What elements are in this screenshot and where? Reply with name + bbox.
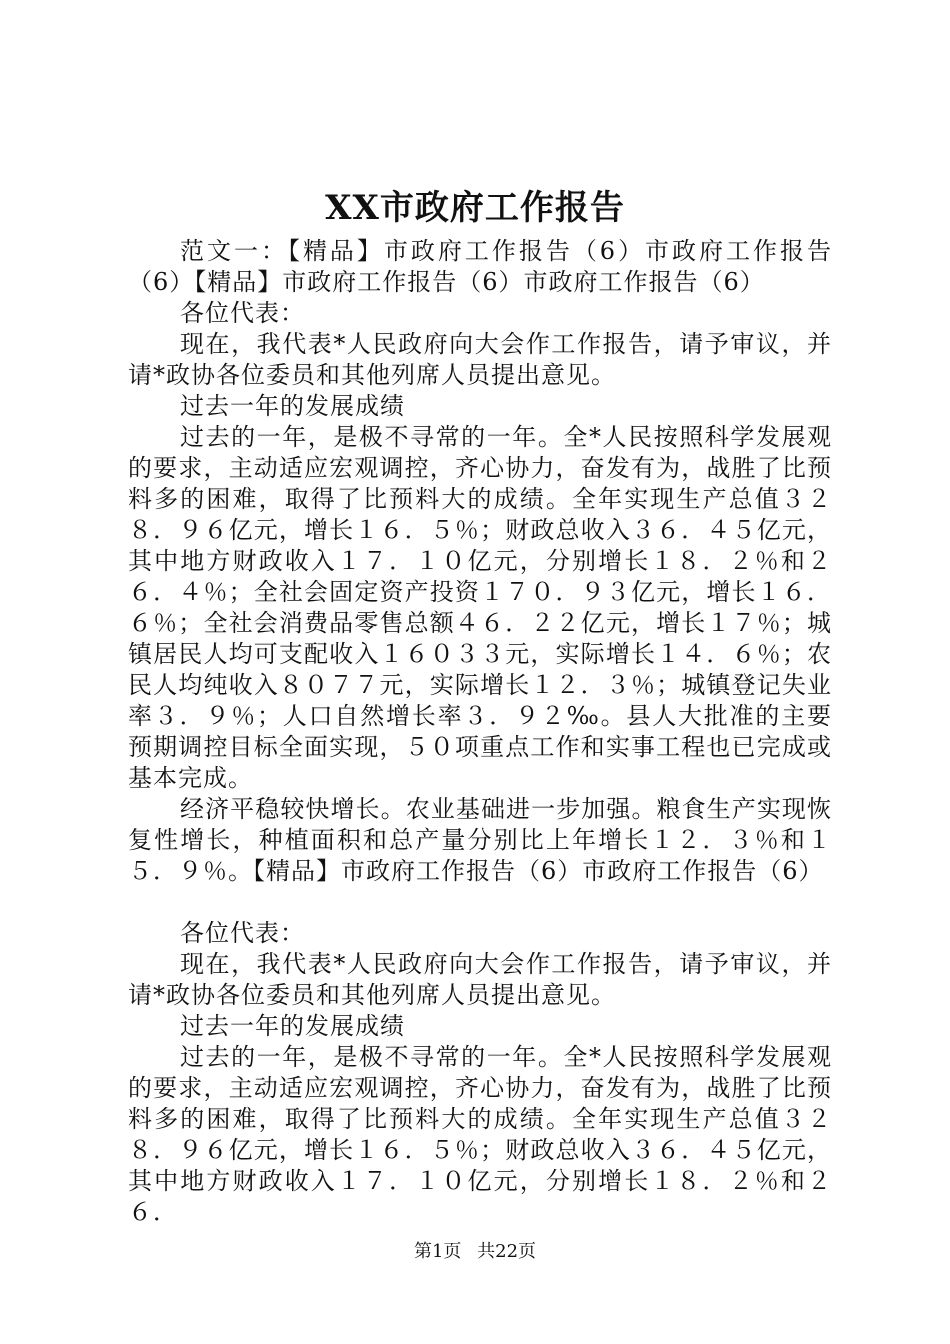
section-heading-repeat: 过去一年的发展成绩 bbox=[180, 1012, 405, 1040]
opening-paragraph-repeat: 现在，我代表*人民政府向大会作工作报告，请予审议，并请*政协各位委员和其他列席人员提出意见。 bbox=[128, 950, 832, 1009]
achievements-paragraph-repeat: 过去的一年，是极不寻常的一年。全*人民按照科学发展观的要求，主动适应宏观调控，齐心协力，奋发有为，战胜了比预料多的困难，取得了比预料大的成绩。全年实现生产总值３２８．９６亿元，增长１６．５％；财政总收入３６．４５亿元，其中地方财政收入１７．１０亿元，分别增长１８．２％和２６． bbox=[128, 1043, 832, 1226]
page-footer bbox=[0, 1240, 950, 1264]
salutation-paragraph-repeat: 各位代表： bbox=[180, 919, 305, 947]
document-body bbox=[128, 236, 832, 1228]
page-total: 共22页 bbox=[477, 1241, 537, 1262]
page-number: 第1页 bbox=[413, 1241, 462, 1262]
opening-paragraph: 现在，我代表*人民政府向大会作工作报告，请予审议，并请*政协各位委员和其他列席人员提出意见。 bbox=[128, 330, 832, 389]
intro-paragraph: 范文一：【精品】市政府工作报告（6）市政府工作报告（6）【精品】市政府工作报告（6）市政府工作报告（6） bbox=[128, 237, 832, 296]
section-heading: 过去一年的发展成绩 bbox=[180, 392, 405, 420]
document-title: XX市政府工作报告 bbox=[325, 188, 625, 228]
economy-paragraph: 经济平稳较快增长。农业基础进一步加强。粮食生产实现恢复性增长，种植面积和总产量分别比上年增长１２．３％和１５．９％。【精品】市政府工作报告（6）市政府工作报告（6） bbox=[128, 795, 832, 885]
achievements-paragraph: 过去的一年，是极不寻常的一年。全*人民按照科学发展观的要求，主动适应宏观调控，齐心协力，奋发有为，战胜了比预料多的困难，取得了比预料大的成绩。全年实现生产总值３２８．９６亿元，增长１６．５％；财政总收入３６．４５亿元，其中地方财政收入１７．１０亿元，分别增长１８．２％和２６．４％；全社会固定资产投资１７０．９３亿元，增长１６．６％；全社会消费品零售总额４６．２２亿元，增长１７％；城镇居民人均可支配收入１６０３３元，实际增长１４．６％；农民人均纯收入８０７７元，实际增长１２．３％；城镇登记失业率３．９％；人口自然增长率３．９２‰。县人大批准的主要预期调控目标全面实现，５０项重点工作和实事工程也已完成或基本完成。 bbox=[128, 423, 832, 792]
salutation-paragraph: 各位代表： bbox=[180, 299, 305, 327]
paragraph-gap bbox=[128, 887, 832, 918]
